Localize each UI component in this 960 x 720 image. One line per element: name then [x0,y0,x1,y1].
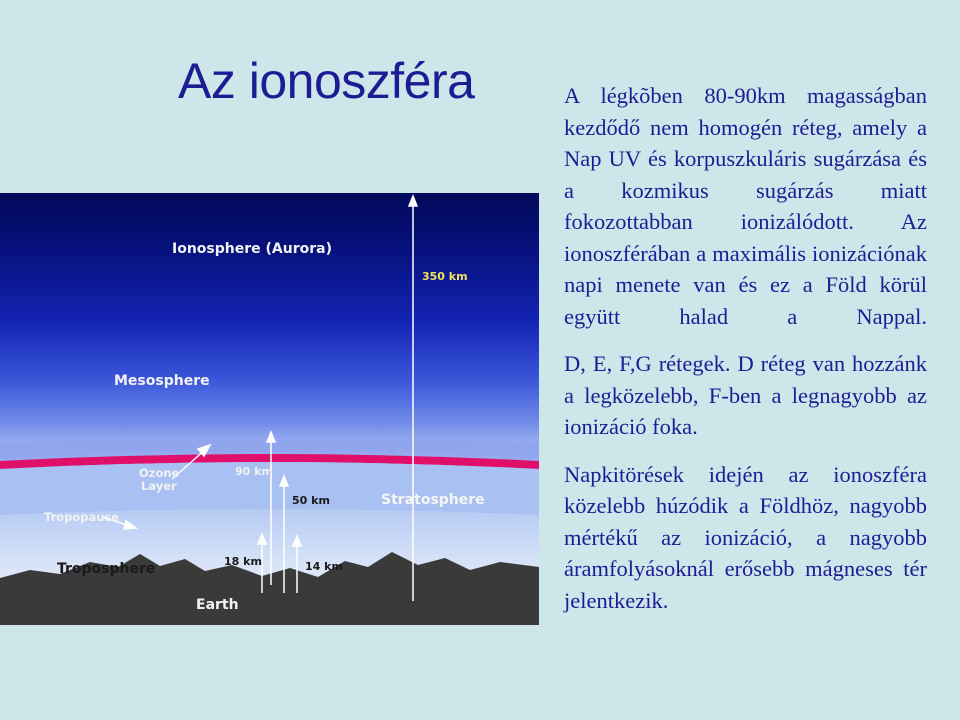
atmosphere-diagram [0,193,539,625]
label-tropopause: Tropopause [44,510,120,524]
label-stratosphere: Stratosphere [381,492,485,508]
label-ozone-layer-line2: Layer [141,479,177,493]
paragraph-gap [564,443,927,459]
label-14-km: 14 km [305,560,343,573]
label-troposphere: Troposphere [57,561,156,577]
label-ozone-layer-line1: Ozone [139,466,180,480]
paragraph-layers: D, E, F,G rétegek. D réteg van hozzánk a legközelebb, F-ben a legnagyobb az ionizáció foka. [564,351,927,439]
label-18-km: 18 km [224,555,262,568]
label-50-km: 50 km [292,494,330,507]
paragraph-solar-flares: Napkitörések idején az ionoszféra közelebb húzódik a Földhöz, nagyobb mértékű az ionizáció, a nagyobb áramfolyásoknál erősebb mágneses tér jelentkezik. [564,461,927,613]
paragraph-gap [564,332,927,348]
label-90-km: 90 km [235,465,273,478]
label-earth: Earth [196,597,239,613]
label-ionosphere: Ionosphere (Aurora) [172,241,332,257]
label-350-km: 350 km [422,270,468,283]
paragraph-definition: A légkõben 80-90km magasságban kezdődő nem homogén réteg, amely a Nap UV és korpuszkuláris sugárzása és a kozmikus sugárzás miatt fokozottabban ionizálódott. Az ionoszférában a maximális ionizációnak napi menete van és ez a Föld körül együtt halad a Nappal. [564,83,927,329]
label-mesosphere: Mesosphere [114,373,210,389]
slide-body [564,80,927,616]
slide-title: Az ionoszféra [178,53,475,109]
